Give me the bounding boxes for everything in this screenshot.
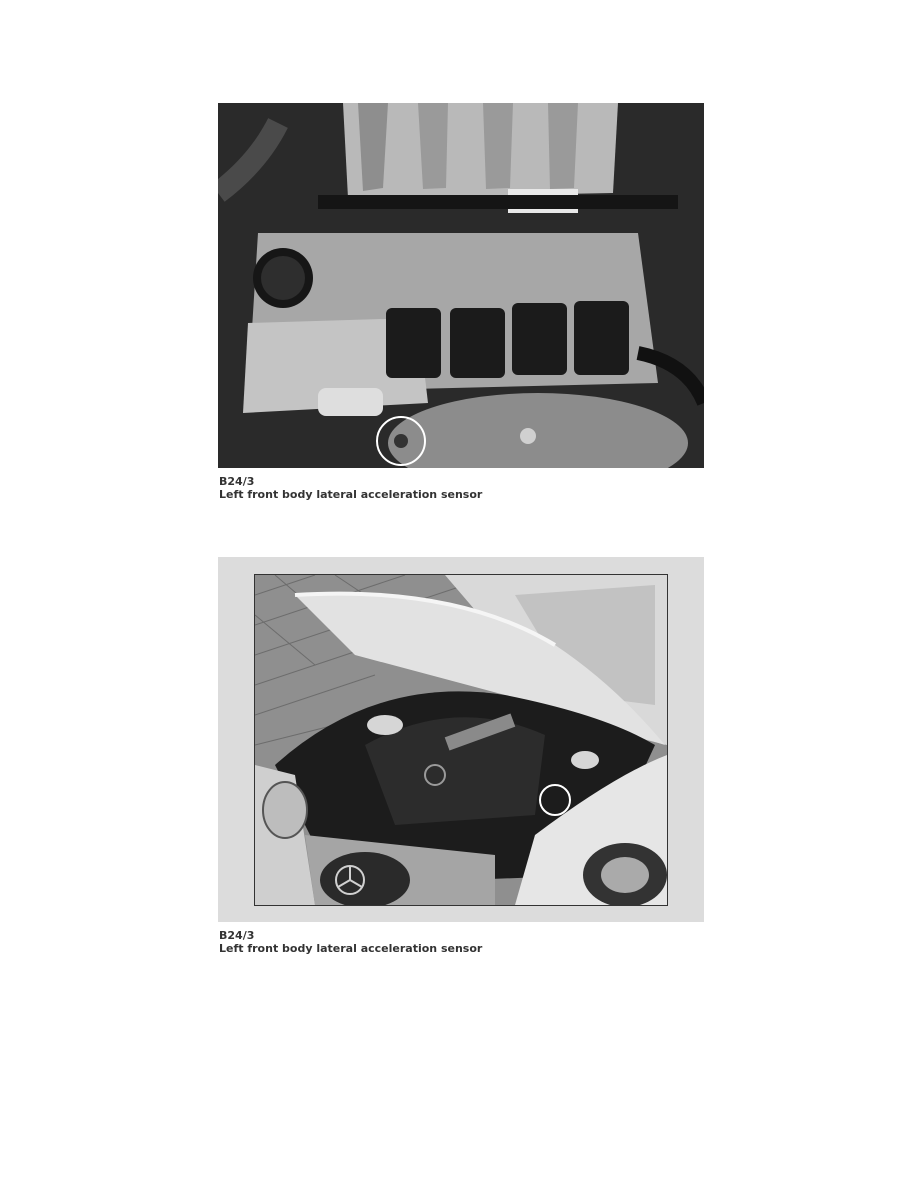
figure-2-title: Left front body lateral acceleration sensor — [219, 942, 483, 955]
figure-2-code: B24/3 — [219, 929, 255, 942]
car-hood-open-photo — [254, 574, 668, 906]
engine-closeup-photo — [218, 103, 704, 468]
figure-1-code: B24/3 — [219, 475, 255, 488]
figure-1-title: Left front body lateral acceleration sensor — [219, 488, 483, 501]
engine-closeup-image — [218, 103, 704, 468]
car-hood-open-image — [255, 575, 667, 905]
